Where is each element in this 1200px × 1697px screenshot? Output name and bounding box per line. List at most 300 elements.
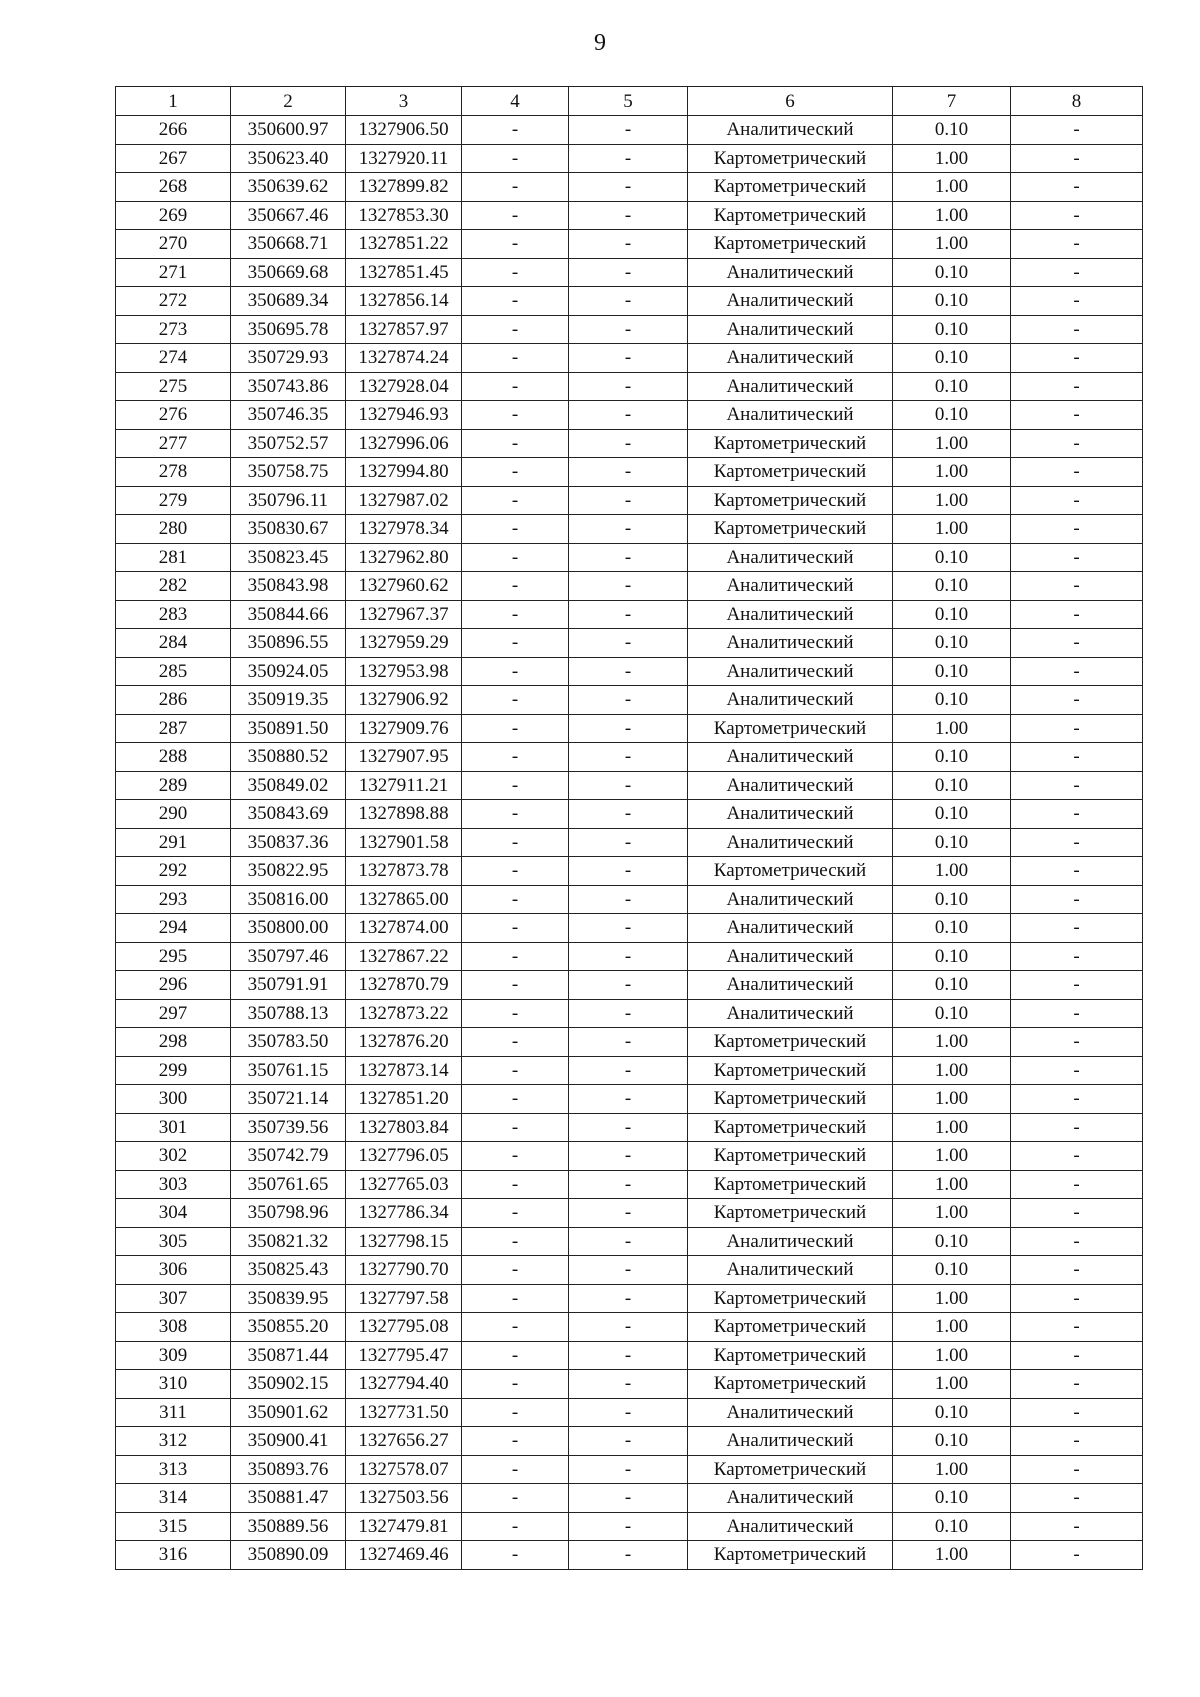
point-number-cell: 301: [116, 1113, 231, 1142]
method-cell: Картометрический: [688, 1170, 893, 1199]
x-coordinate-cell: 350761.65: [231, 1170, 346, 1199]
y-coordinate-cell: 1327469.46: [346, 1541, 462, 1570]
table-body: [116, 116, 1143, 1570]
accuracy-cell: 0.10: [893, 258, 1011, 287]
col5-cell: -: [569, 1085, 688, 1114]
accuracy-cell: 0.10: [893, 600, 1011, 629]
table-row: [116, 1341, 1143, 1370]
method-cell: Аналитический: [688, 828, 893, 857]
col8-cell: -: [1011, 230, 1143, 259]
accuracy-cell: 1.00: [893, 1028, 1011, 1057]
x-coordinate-cell: 350791.91: [231, 971, 346, 1000]
col5-cell: -: [569, 885, 688, 914]
col8-cell: -: [1011, 743, 1143, 772]
x-coordinate-cell: 350800.00: [231, 914, 346, 943]
col8-cell: -: [1011, 1284, 1143, 1313]
col4-cell: -: [462, 1427, 569, 1456]
point-number-cell: 303: [116, 1170, 231, 1199]
y-coordinate-cell: 1327856.14: [346, 287, 462, 316]
x-coordinate-cell: 350816.00: [231, 885, 346, 914]
col8-cell: -: [1011, 942, 1143, 971]
accuracy-cell: 1.00: [893, 1085, 1011, 1114]
x-coordinate-cell: 350844.66: [231, 600, 346, 629]
table-row: [116, 743, 1143, 772]
point-number-cell: 290: [116, 800, 231, 829]
col4-cell: -: [462, 258, 569, 287]
accuracy-cell: 1.00: [893, 1313, 1011, 1342]
accuracy-cell: 1.00: [893, 486, 1011, 515]
col4-cell: -: [462, 743, 569, 772]
y-coordinate-cell: 1327479.81: [346, 1512, 462, 1541]
y-coordinate-cell: 1327967.37: [346, 600, 462, 629]
point-number-cell: 302: [116, 1142, 231, 1171]
col5-cell: -: [569, 1142, 688, 1171]
x-coordinate-cell: 350761.15: [231, 1056, 346, 1085]
point-number-cell: 280: [116, 515, 231, 544]
col4-cell: -: [462, 1284, 569, 1313]
method-cell: Картометрический: [688, 1284, 893, 1313]
point-number-cell: 316: [116, 1541, 231, 1570]
x-coordinate-cell: 350823.45: [231, 543, 346, 572]
col8-cell: -: [1011, 885, 1143, 914]
col8-cell: -: [1011, 486, 1143, 515]
col5-cell: -: [569, 144, 688, 173]
accuracy-cell: 0.10: [893, 116, 1011, 145]
x-coordinate-cell: 350667.46: [231, 201, 346, 230]
point-number-cell: 275: [116, 372, 231, 401]
method-cell: Аналитический: [688, 116, 893, 145]
x-coordinate-cell: 350825.43: [231, 1256, 346, 1285]
col8-cell: -: [1011, 1427, 1143, 1456]
col4-cell: -: [462, 1256, 569, 1285]
accuracy-cell: 0.10: [893, 999, 1011, 1028]
accuracy-cell: 0.10: [893, 372, 1011, 401]
method-cell: Аналитический: [688, 885, 893, 914]
y-coordinate-cell: 1327794.40: [346, 1370, 462, 1399]
point-number-cell: 298: [116, 1028, 231, 1057]
x-coordinate-cell: 350639.62: [231, 173, 346, 202]
table-row: [116, 572, 1143, 601]
y-coordinate-cell: 1327978.34: [346, 515, 462, 544]
y-coordinate-cell: 1327873.22: [346, 999, 462, 1028]
x-coordinate-cell: 350788.13: [231, 999, 346, 1028]
col4-cell: -: [462, 1541, 569, 1570]
table-row: [116, 1427, 1143, 1456]
table-row: [116, 1455, 1143, 1484]
method-cell: Аналитический: [688, 543, 893, 572]
col5-cell: -: [569, 1541, 688, 1570]
y-coordinate-cell: 1327920.11: [346, 144, 462, 173]
col4-cell: -: [462, 828, 569, 857]
x-coordinate-cell: 350843.98: [231, 572, 346, 601]
point-number-cell: 286: [116, 686, 231, 715]
point-number-cell: 281: [116, 543, 231, 572]
method-cell: Картометрический: [688, 1142, 893, 1171]
x-coordinate-cell: 350721.14: [231, 1085, 346, 1114]
x-coordinate-cell: 350891.50: [231, 714, 346, 743]
col8-cell: -: [1011, 714, 1143, 743]
col4-cell: -: [462, 315, 569, 344]
col5-cell: -: [569, 914, 688, 943]
table-row: [116, 657, 1143, 686]
accuracy-cell: 0.10: [893, 686, 1011, 715]
column-header: 5: [569, 87, 688, 116]
y-coordinate-cell: 1327876.20: [346, 1028, 462, 1057]
point-number-cell: 306: [116, 1256, 231, 1285]
point-number-cell: 273: [116, 315, 231, 344]
y-coordinate-cell: 1327853.30: [346, 201, 462, 230]
x-coordinate-cell: 350600.97: [231, 116, 346, 145]
table-row: [116, 971, 1143, 1000]
accuracy-cell: 0.10: [893, 1427, 1011, 1456]
col8-cell: -: [1011, 1455, 1143, 1484]
point-number-cell: 269: [116, 201, 231, 230]
method-cell: Аналитический: [688, 372, 893, 401]
point-number-cell: 296: [116, 971, 231, 1000]
table-row: [116, 1541, 1143, 1570]
table-row: [116, 515, 1143, 544]
table-row: [116, 1113, 1143, 1142]
col4-cell: -: [462, 1455, 569, 1484]
accuracy-cell: 0.10: [893, 1227, 1011, 1256]
col8-cell: -: [1011, 144, 1143, 173]
col5-cell: -: [569, 486, 688, 515]
x-coordinate-cell: 350896.55: [231, 629, 346, 658]
point-number-cell: 311: [116, 1398, 231, 1427]
table-row: [116, 600, 1143, 629]
point-number-cell: 282: [116, 572, 231, 601]
point-number-cell: 309: [116, 1341, 231, 1370]
x-coordinate-cell: 350843.69: [231, 800, 346, 829]
col5-cell: -: [569, 1455, 688, 1484]
accuracy-cell: 1.00: [893, 1056, 1011, 1085]
accuracy-cell: 1.00: [893, 1113, 1011, 1142]
y-coordinate-cell: 1327873.14: [346, 1056, 462, 1085]
col4-cell: -: [462, 1227, 569, 1256]
table-row: [116, 458, 1143, 487]
method-cell: Аналитический: [688, 572, 893, 601]
method-cell: Картометрический: [688, 486, 893, 515]
table-row: [116, 1028, 1143, 1057]
col4-cell: -: [462, 458, 569, 487]
method-cell: Аналитический: [688, 743, 893, 772]
col8-cell: -: [1011, 828, 1143, 857]
col5-cell: -: [569, 800, 688, 829]
col5-cell: -: [569, 1170, 688, 1199]
y-coordinate-cell: 1327795.47: [346, 1341, 462, 1370]
table-row: [116, 1484, 1143, 1513]
y-coordinate-cell: 1327790.70: [346, 1256, 462, 1285]
col8-cell: -: [1011, 543, 1143, 572]
accuracy-cell: 1.00: [893, 458, 1011, 487]
point-number-cell: 270: [116, 230, 231, 259]
accuracy-cell: 0.10: [893, 828, 1011, 857]
method-cell: Картометрический: [688, 201, 893, 230]
method-cell: Аналитический: [688, 258, 893, 287]
col8-cell: -: [1011, 1256, 1143, 1285]
col4-cell: -: [462, 857, 569, 886]
table-header-row: [116, 87, 1143, 116]
col5-cell: -: [569, 1484, 688, 1513]
col4-cell: -: [462, 629, 569, 658]
accuracy-cell: 0.10: [893, 1484, 1011, 1513]
col4-cell: -: [462, 1370, 569, 1399]
col4-cell: -: [462, 486, 569, 515]
col8-cell: -: [1011, 344, 1143, 373]
x-coordinate-cell: 350797.46: [231, 942, 346, 971]
method-cell: Аналитический: [688, 1484, 893, 1513]
method-cell: Аналитический: [688, 344, 893, 373]
col5-cell: -: [569, 743, 688, 772]
table-row: [116, 686, 1143, 715]
method-cell: Аналитический: [688, 686, 893, 715]
col4-cell: -: [462, 1199, 569, 1228]
accuracy-cell: 0.10: [893, 914, 1011, 943]
col5-cell: -: [569, 857, 688, 886]
col5-cell: -: [569, 1427, 688, 1456]
point-number-cell: 288: [116, 743, 231, 772]
col8-cell: -: [1011, 1085, 1143, 1114]
point-number-cell: 297: [116, 999, 231, 1028]
method-cell: Аналитический: [688, 1512, 893, 1541]
col4-cell: -: [462, 1056, 569, 1085]
y-coordinate-cell: 1327851.45: [346, 258, 462, 287]
method-cell: Аналитический: [688, 914, 893, 943]
point-number-cell: 308: [116, 1313, 231, 1342]
col8-cell: -: [1011, 315, 1143, 344]
col5-cell: -: [569, 572, 688, 601]
col5-cell: -: [569, 458, 688, 487]
accuracy-cell: 1.00: [893, 1455, 1011, 1484]
col5-cell: -: [569, 1398, 688, 1427]
x-coordinate-cell: 350901.62: [231, 1398, 346, 1427]
x-coordinate-cell: 350890.09: [231, 1541, 346, 1570]
point-number-cell: 293: [116, 885, 231, 914]
col8-cell: -: [1011, 686, 1143, 715]
point-number-cell: 268: [116, 173, 231, 202]
col4-cell: -: [462, 201, 569, 230]
point-number-cell: 305: [116, 1227, 231, 1256]
col4-cell: -: [462, 885, 569, 914]
point-number-cell: 285: [116, 657, 231, 686]
table-row: [116, 230, 1143, 259]
accuracy-cell: 1.00: [893, 714, 1011, 743]
point-number-cell: 304: [116, 1199, 231, 1228]
col8-cell: -: [1011, 771, 1143, 800]
y-coordinate-cell: 1327851.22: [346, 230, 462, 259]
col5-cell: -: [569, 971, 688, 1000]
col8-cell: -: [1011, 201, 1143, 230]
col4-cell: -: [462, 173, 569, 202]
col8-cell: -: [1011, 1199, 1143, 1228]
table-row: [116, 1170, 1143, 1199]
method-cell: Картометрический: [688, 1028, 893, 1057]
accuracy-cell: 0.10: [893, 1512, 1011, 1541]
col5-cell: -: [569, 287, 688, 316]
method-cell: Аналитический: [688, 600, 893, 629]
method-cell: Аналитический: [688, 629, 893, 658]
table-row: [116, 1256, 1143, 1285]
col4-cell: -: [462, 1341, 569, 1370]
accuracy-cell: 1.00: [893, 1370, 1011, 1399]
col5-cell: -: [569, 942, 688, 971]
col4-cell: -: [462, 1142, 569, 1171]
accuracy-cell: 0.10: [893, 1398, 1011, 1427]
col8-cell: -: [1011, 857, 1143, 886]
col5-cell: -: [569, 429, 688, 458]
method-cell: Картометрический: [688, 714, 893, 743]
col4-cell: -: [462, 942, 569, 971]
col5-cell: -: [569, 1113, 688, 1142]
point-number-cell: 289: [116, 771, 231, 800]
point-number-cell: 300: [116, 1085, 231, 1114]
accuracy-cell: 1.00: [893, 515, 1011, 544]
table-row: [116, 201, 1143, 230]
table-row: [116, 800, 1143, 829]
table-row: [116, 429, 1143, 458]
accuracy-cell: 1.00: [893, 230, 1011, 259]
method-cell: Аналитический: [688, 1398, 893, 1427]
point-number-cell: 284: [116, 629, 231, 658]
col4-cell: -: [462, 914, 569, 943]
x-coordinate-cell: 350669.68: [231, 258, 346, 287]
accuracy-cell: 1.00: [893, 1142, 1011, 1171]
col5-cell: -: [569, 686, 688, 715]
col4-cell: -: [462, 1313, 569, 1342]
y-coordinate-cell: 1327870.79: [346, 971, 462, 1000]
point-number-cell: 267: [116, 144, 231, 173]
accuracy-cell: 1.00: [893, 857, 1011, 886]
table-row: [116, 1313, 1143, 1342]
accuracy-cell: 0.10: [893, 771, 1011, 800]
y-coordinate-cell: 1327959.29: [346, 629, 462, 658]
table-row: [116, 914, 1143, 943]
method-cell: Картометрический: [688, 1199, 893, 1228]
y-coordinate-cell: 1327786.34: [346, 1199, 462, 1228]
col5-cell: -: [569, 771, 688, 800]
y-coordinate-cell: 1327901.58: [346, 828, 462, 857]
col4-cell: -: [462, 429, 569, 458]
col8-cell: -: [1011, 1028, 1143, 1057]
table-row: [116, 344, 1143, 373]
col4-cell: -: [462, 1484, 569, 1513]
accuracy-cell: 1.00: [893, 1341, 1011, 1370]
col8-cell: -: [1011, 600, 1143, 629]
col8-cell: -: [1011, 1227, 1143, 1256]
point-number-cell: 299: [116, 1056, 231, 1085]
y-coordinate-cell: 1327996.06: [346, 429, 462, 458]
col4-cell: -: [462, 657, 569, 686]
column-header: 7: [893, 87, 1011, 116]
col4-cell: -: [462, 144, 569, 173]
x-coordinate-cell: 350783.50: [231, 1028, 346, 1057]
method-cell: Картометрический: [688, 1056, 893, 1085]
col5-cell: -: [569, 1284, 688, 1313]
col4-cell: -: [462, 1085, 569, 1114]
col5-cell: -: [569, 173, 688, 202]
x-coordinate-cell: 350742.79: [231, 1142, 346, 1171]
y-coordinate-cell: 1327899.82: [346, 173, 462, 202]
table-row: [116, 258, 1143, 287]
accuracy-cell: 1.00: [893, 429, 1011, 458]
y-coordinate-cell: 1327987.02: [346, 486, 462, 515]
col4-cell: -: [462, 800, 569, 829]
method-cell: Аналитический: [688, 771, 893, 800]
table-row: [116, 1398, 1143, 1427]
col5-cell: -: [569, 1227, 688, 1256]
y-coordinate-cell: 1327865.00: [346, 885, 462, 914]
col8-cell: -: [1011, 515, 1143, 544]
table-row: [116, 173, 1143, 202]
table-row: [116, 1512, 1143, 1541]
point-number-cell: 314: [116, 1484, 231, 1513]
col5-cell: -: [569, 315, 688, 344]
y-coordinate-cell: 1327796.05: [346, 1142, 462, 1171]
col8-cell: -: [1011, 1341, 1143, 1370]
x-coordinate-cell: 350739.56: [231, 1113, 346, 1142]
point-number-cell: 274: [116, 344, 231, 373]
col8-cell: -: [1011, 1142, 1143, 1171]
col4-cell: -: [462, 515, 569, 544]
method-cell: Картометрический: [688, 515, 893, 544]
point-number-cell: 266: [116, 116, 231, 145]
method-cell: Картометрический: [688, 1113, 893, 1142]
col4-cell: -: [462, 543, 569, 572]
col5-cell: -: [569, 116, 688, 145]
point-number-cell: 294: [116, 914, 231, 943]
col5-cell: -: [569, 201, 688, 230]
x-coordinate-cell: 350919.35: [231, 686, 346, 715]
y-coordinate-cell: 1327765.03: [346, 1170, 462, 1199]
col8-cell: -: [1011, 999, 1143, 1028]
y-coordinate-cell: 1327909.76: [346, 714, 462, 743]
col5-cell: -: [569, 1370, 688, 1399]
method-cell: Аналитический: [688, 971, 893, 1000]
accuracy-cell: 1.00: [893, 201, 1011, 230]
col5-cell: -: [569, 1341, 688, 1370]
column-header: 4: [462, 87, 569, 116]
accuracy-cell: 0.10: [893, 287, 1011, 316]
column-header: 6: [688, 87, 893, 116]
col4-cell: -: [462, 372, 569, 401]
x-coordinate-cell: 350689.34: [231, 287, 346, 316]
col8-cell: -: [1011, 458, 1143, 487]
method-cell: Картометрический: [688, 1541, 893, 1570]
accuracy-cell: 1.00: [893, 173, 1011, 202]
table-row: [116, 942, 1143, 971]
method-cell: Картометрический: [688, 1085, 893, 1114]
method-cell: Аналитический: [688, 800, 893, 829]
point-number-cell: 283: [116, 600, 231, 629]
point-number-cell: 292: [116, 857, 231, 886]
table-row: [116, 885, 1143, 914]
y-coordinate-cell: 1327960.62: [346, 572, 462, 601]
y-coordinate-cell: 1327906.50: [346, 116, 462, 145]
method-cell: Аналитический: [688, 1256, 893, 1285]
y-coordinate-cell: 1327803.84: [346, 1113, 462, 1142]
y-coordinate-cell: 1327994.80: [346, 458, 462, 487]
col5-cell: -: [569, 401, 688, 430]
point-number-cell: 295: [116, 942, 231, 971]
method-cell: Картометрический: [688, 458, 893, 487]
y-coordinate-cell: 1327656.27: [346, 1427, 462, 1456]
y-coordinate-cell: 1327578.07: [346, 1455, 462, 1484]
x-coordinate-cell: 350924.05: [231, 657, 346, 686]
col4-cell: -: [462, 999, 569, 1028]
col5-cell: -: [569, 828, 688, 857]
accuracy-cell: 1.00: [893, 1284, 1011, 1313]
col5-cell: -: [569, 258, 688, 287]
